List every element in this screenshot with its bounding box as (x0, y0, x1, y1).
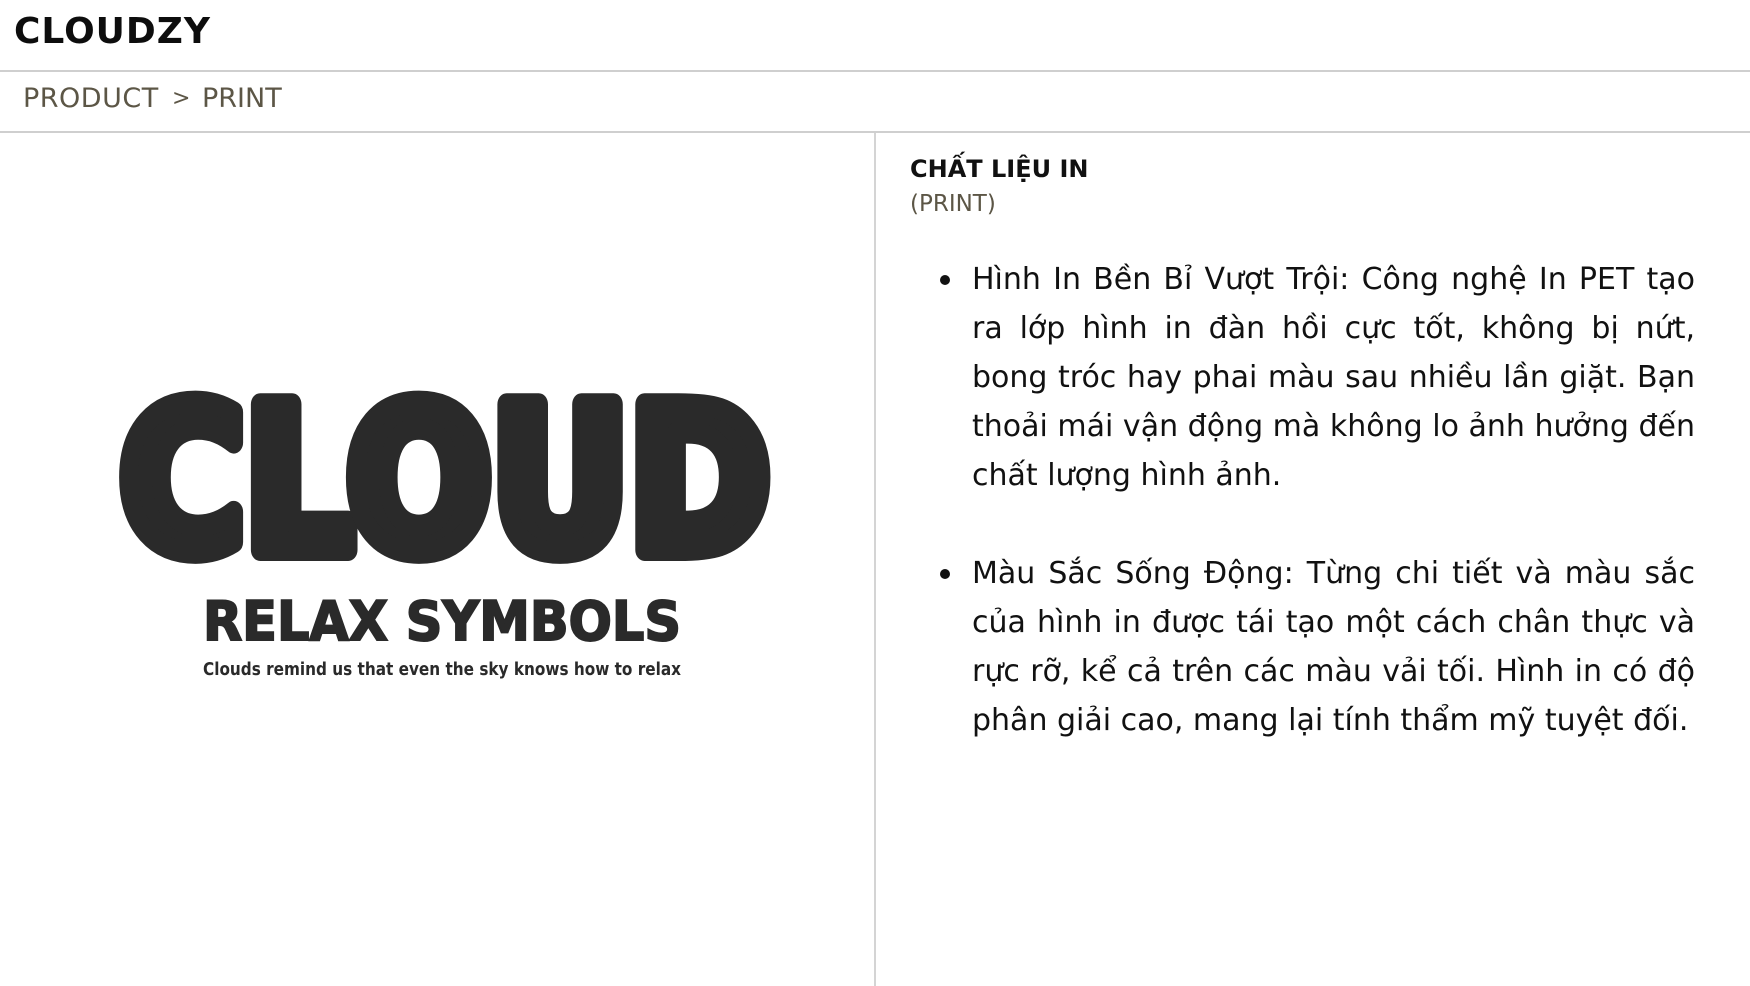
top-bar (0, 0, 1750, 72)
feature-text: Hình In Bền Bỉ Vượt Trội: Công nghệ In PET tạo ra lớp hình in đàn hồi cực tốt, không bị nứt, bong tróc hay phai màu sau nhiều lần giặt. Bạn thoải mái vận động mà không lo ảnh hưởng đến chất lượng hình ảnh. (972, 262, 1695, 493)
column-divider (874, 133, 876, 986)
feature-list (910, 255, 1695, 745)
feature-item (972, 255, 1695, 500)
section-subtitle: (PRINT) (910, 191, 996, 217)
details-panel (910, 155, 1695, 794)
print-tagline: Clouds remind us that even the sky knows how to relax (203, 659, 682, 680)
breadcrumb (0, 72, 1750, 133)
bullet-icon (940, 569, 950, 579)
print-word: CLOUD (120, 365, 770, 598)
breadcrumb-item-product[interactable]: PRODUCT (23, 83, 159, 114)
breadcrumb-separator: > (172, 86, 191, 111)
brand-logo[interactable]: CLOUDZY (14, 11, 211, 52)
breadcrumb-item-print: PRINT (202, 83, 282, 114)
cloud-relax-symbols-print-image (100, 365, 790, 690)
feature-text: Màu Sắc Sống Động: Từng chi tiết và màu sắc của hình in được tái tạo một cách chân thực và rực rỡ, kể cả trên các màu vải tối. Hình in có độ phân giải cao, mang lại tính thẩm mỹ tuyệt đối. (972, 556, 1695, 738)
feature-item (972, 549, 1695, 745)
print-headline: RELAX SYMBOLS (203, 590, 681, 653)
bullet-icon (940, 275, 950, 285)
section-title: CHẤT LIỆU IN (910, 155, 1089, 183)
